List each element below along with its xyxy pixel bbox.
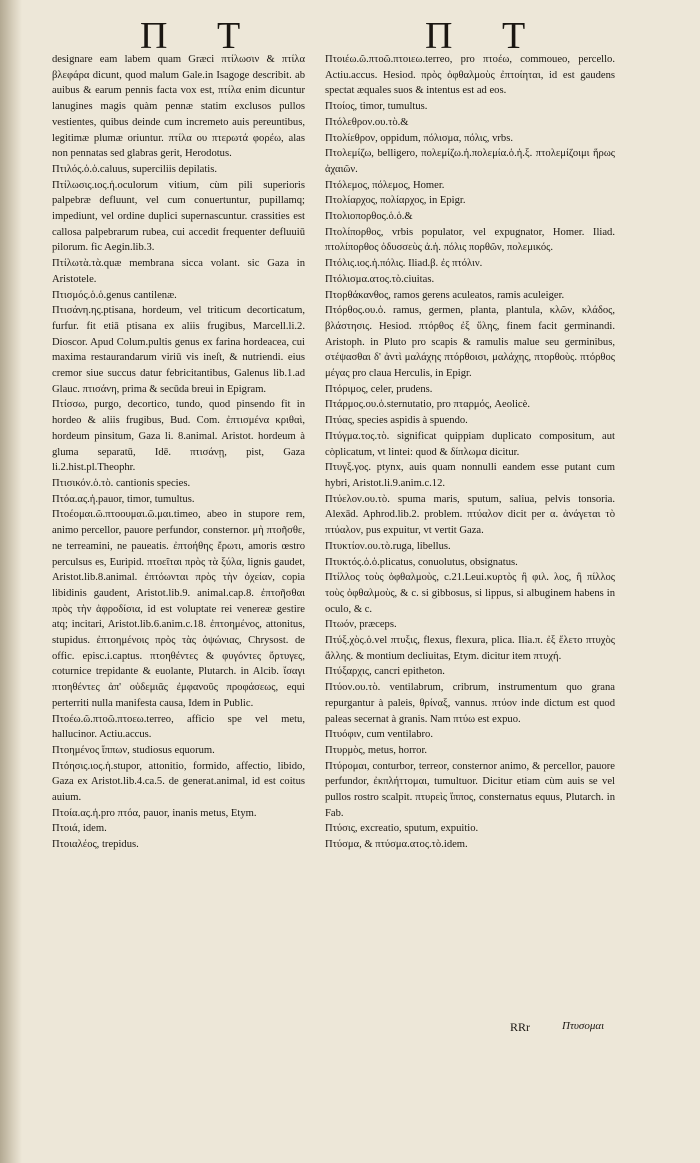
dictionary-entry: Πτυόφιν, cum ventilabro. [325, 729, 433, 741]
dictionary-entry: Πτολίεθρον, oppidum, πόλισμα, πόλις, vrbs. [325, 132, 513, 144]
dictionary-entry: Πτολίαρχος, πολίαρχος, in Epigr. [325, 195, 466, 207]
dictionary-entry: Πτοέω.ῶ.πτοῶ.πτοεω.terreo, afficio spe vel metu, hallucinor. Actiu.accus. [52, 713, 305, 741]
signature-mark: RRr [510, 1020, 531, 1034]
dictionary-entry: Πτόλισμα.ατος.τὸ.ciuitas. [325, 273, 435, 285]
dictionary-entry: Πτολίπορθος, vrbis populator, vel expugnator, Homer. Iliad. πτολίπορθος ὀδυσσεὺς ἀ.ἡ. πόλις πορθῶν, πολεμικός. [325, 226, 615, 254]
dictionary-entry: Πτύσμα, & πτύσμα.ατος.τὸ.idem. [325, 839, 468, 851]
dictionary-entry: Πτόα.ας.ἡ.pauor, timor, tumultus. [52, 493, 195, 505]
dictionary-entry: Πτιλός.ὁ.ὁ.caluus, superciliis depilatis. [52, 163, 218, 175]
dictionary-entry: Πτολεμίζω, belligero, πολεμίζω.ἡ.πολεμία.ὁ.ἡ.ξ. πτολεμίζοιμι ἥρως ἀχαιῶν. [325, 148, 615, 175]
dictionary-entry: Πτωόν, præceps. [325, 619, 397, 631]
dictionary-entry: Πτολιοπορθος.ὁ.ὁ.& [325, 211, 413, 223]
header-right: Π T [425, 15, 546, 57]
dictionary-entry: Πτύον.ου.τὸ. ventilabrum, cribrum, instrumentum quo grana repurgantur à paleis, θρίναξ, vannus. πτύον inde dictum est quod paleas secernat à granis. Nam πτύω est expuo. [325, 682, 615, 725]
dictionary-entry: Πτόλις.ιος.ἡ.πόλις. Iliad.β. ἐς πτόλιν. [325, 258, 483, 270]
dictionary-entry: Πτύσις, excreatio, sputum, expuitio. [325, 823, 479, 835]
dictionary-entry: Πτύρομαι, conturbor, terreor, consternor animo, & percellor, pauore perfundor, ἐκπλήττομαι, tumultuor. Dicitur etiam cùm auis se vel pullos rostro scalpit. πτυρεὶς ἵππος, consternatus equus, Plutarch. in Fab. [325, 760, 615, 819]
dictionary-entry: Πτισμός.ὁ.ὁ.genus cantilenæ. [52, 289, 177, 301]
dictionary-entry: Πτάρμος.ου.ὁ.sternutatio, pro πταρμός, Aeolicè. [325, 399, 530, 411]
dictionary-entry: Πτύξ.χὸς.ὁ.vel πτυξις, flexus, flexura, plica. Ilia.π. ἐξ ἕλετο πτυχὸς ἄλλης. & montium decliuitas, Etym. dicitur item πτυχή. [325, 635, 615, 662]
dictionary-entry: Πτοέομαι.ῶ.πτοουμαι.ῶ.μαι.timeo, abeo in stupore rem, animo percellor, pauore perfundor, consternor. μὴ πτοῆσθε, ne terreamini, ne paueatis. ἐπτοήθης ἔρωτι, amoris œstro perculsus es, Euripid. πτοεῖται πρὸς τὰ ξύλα, lignis gaudet, Aristot.lib.8.animal. ἐπτόωνται πρὸς τὴν ὀχείαν, copia libidinis gaudent, Aristot.lib.9. animal.cap.8. ἐπτοῆσθαι πρὸς τὴν ἀφροδίσια, id est voluptate rei venereæ gestire atq; incitari, Aristot.lib.6.anim.c.18. ἐπτοημένος, attonitus, stupidus. ἐπτοημένοις πρὸς τὰς ὀψώνιας, Chrysost. de offic. episc.i.captus. πτοηθέντες & φυγόντες ὄρτυγες, coturnice trepidante & euolante, Plutarch. in Alcib. ἴσαγι πτοηθέντες ἀπ' οὐδεμιᾶς ἐμφανοῦς προφάσεως, equi perterriti nulla manifesta causa, Idem in Public. [52, 509, 305, 709]
dictionary-entry: Πτόησις.ιος.ἡ.stupor, attonitio, formido, affectio, libido, Gaza ex Aristot.lib.4.ca.5. de generat.animal, id est coitus auium. [52, 760, 305, 804]
dictionary-entry: Πτόριμος, celer, prudens. [325, 383, 433, 395]
dictionary-entry: Πτύξαρχις, cancri epitheton. [325, 666, 445, 678]
dictionary-entry: Πτόλεθρον.ου.τὸ.& [325, 116, 409, 128]
dictionary-entry: Πτοίος, timor, tumultus. [325, 101, 428, 113]
dictionary-entry: Πτοιέω.ῶ.πτοῶ.πτοιεω.terreo, pro πτοέω, commoueo, percello. Actiu.accus. Hesiod. πρὸς ὀφθαλμοὺς ἐπτοίηται, id est gaudens spectat æquales suos & intentus est ad eos. [325, 54, 615, 97]
dictionary-entry: Πτοία.ας.ἡ.pro πτόα, pauor, inanis metus, Etym. [52, 807, 257, 819]
dictionary-entry: Πτίλλος τοὺς ὀφθαλμοὺς, c.21.Leui.κυρτὸς ἢ φιλ. λος, ἢ πίλλος τοὺς ὀφθαλμοὺς, & c. si gibbosus, si lippus, si albuginem habens in oculo, & c. [325, 572, 615, 615]
dictionary-entry: Πτοημένος ἵππων, studiosus equorum. [52, 744, 215, 756]
dictionary-entry: designare eam labem quam Græci πτίλωσιν & πτίλα βλεφάρα dicunt, quod malum Gale.in Isagoge describit. ab auibus & earum pennis facta vox est, πτίλα enim dicuntur lanugines magis quàm pennæ statim exclusos pullos vestientes, quibus deinde cum incremeto auis pereuntibus, legitimæ plumæ oriuntur. πτίλα ου πτερωτά φορέω, alas non pennatas sed glabras gerit, Herodotus. [52, 54, 305, 160]
dictionary-entry: Πτύας, species aspidis à spuendo. [325, 415, 468, 427]
dictionary-entry: Πτίλωσις.ιος.ἡ.oculorum vitium, cùm pili superioris palpebræ defluunt, vel cum conuertuntur, pupillamq; impediunt, vel ordine duplici supernascuntur. crassities est callosa palpebrarum rubea, cui accedit frequenter defluuiū pilorum. fic Aegin.lib.3. [52, 179, 305, 254]
dictionary-entry: Πτύγμα.τος.τὸ. significat quippiam duplicato compositum, aut còplicatum, vt lintei: quod & δίπλωμα dicitur. [325, 430, 615, 458]
dictionary-entry: Πτισικόν.ὁ.τὸ. cantionis species. [52, 477, 191, 489]
catchword: Πτυσομαι [562, 1020, 605, 1032]
dictionary-entry: Πτισάνη.ης.ptisana, hordeum, vel triticum decorticatum, furfur. fit etiā ptisana ex aliis frugibus, Marcell.li.2. Dioscor. Apud Colum.pultis genus ex farina hordeacea, cui maxima restaurandarum viriū vis ineſt, & nutriendi. eius cremor siue succus datur febricitantibus, Galenus lib.1.ad Glauc. πτισάνη, prima & secūda breui in Epigram. [52, 305, 305, 395]
dictionary-entry: Πτοιά, idem. [52, 823, 107, 835]
dictionary-entry: Πτόλεμος, πόλεμος, Homer. [325, 179, 445, 191]
dictionary-entry: Πτοιαλέος, trepidus. [52, 839, 139, 851]
right-column [325, 52, 615, 853]
left-column [52, 52, 305, 853]
binding-shadow [0, 0, 22, 1163]
dictionary-entry: Πτίλωτὰ.τὰ.quæ membrana sicca volant. sic Gaza in Aristotele. [52, 258, 305, 285]
dictionary-entry: Πτόρθος.ου.ὁ. ramus, germen, planta, plantula, κλῶν, κλάδος, βλάστησις. Hesiod. πτόρθος ἐξ ὕλης, finem facit germinandi. Aristoph. in Pluto pro scapis & ramulis malue seu germinibus, στέψασθαι δ' ἀντὶ μαλάχης πτόρθοισι, μαλάχης, πτορθοὺς. πτόρθος μέγας pro claua Herculis, in Epigr. [325, 305, 615, 380]
dictionary-entry: Πτίσσω, purgo, decortico, tundo, quod pinsendo fit in hordeo & aliis frugibus, Bud. Com. ἐπτισμένα κριθαὶ, hordeum pinsitum, Gaza li. 8.animal. Aristot. hordeum à gluma separatū, Idē. πτισάνῃ, pist, Gaza li.2.hist.pl.Theophr. [52, 399, 305, 474]
dictionary-entry: Πτύελον.ου.τὸ. spuma maris, sputum, saliua, pelvis tonsoria. Alexād. Aphrod.lib.2. problem. πτύαλον dicit per α. ἀνάγεται τὸ πτύαλον, pus expuitur, vt vertit Gaza. [325, 493, 615, 537]
header-left: Π T [140, 15, 261, 57]
dictionary-entry: Πτυρμὸς, metus, horror. [325, 744, 428, 756]
dictionary-entry: Πτυκτίον.ου.τὸ.ruga, libellus. [325, 540, 451, 552]
dictionary-entry: Πτυκτός.ὁ.ὁ.plicatus, conuolutus, obsignatus. [325, 556, 518, 568]
dictionary-entry: Πτορθάκανθος, ramos gerens aculeatos, ramis aculeiger. [325, 289, 565, 301]
dictionary-entry: Πτυγξ.γος. ptynx, auis quam nonnulli eandem esse putant cum hybri, Aristot.li.9.anim.c.12. [325, 462, 615, 489]
